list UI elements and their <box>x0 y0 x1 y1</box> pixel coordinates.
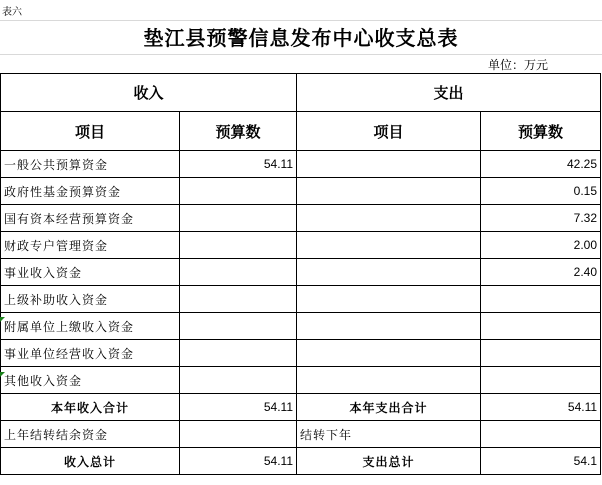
income-value-cell[interactable] <box>180 178 297 205</box>
table-row <box>1 367 601 394</box>
expense-value-cell[interactable]: 2.00 <box>481 232 601 259</box>
gridline <box>0 54 602 55</box>
carry-expense-value[interactable] <box>481 421 601 448</box>
expense-value-cell[interactable] <box>481 340 601 367</box>
expense-budget-header[interactable]: 预算数 <box>481 112 601 151</box>
expense-value-cell[interactable]: 2.40 <box>481 259 601 286</box>
income-item-cell[interactable]: 事业收入资金 <box>1 259 180 286</box>
carry-over-row <box>1 421 601 448</box>
grand-expense-total-value[interactable]: 54.1 <box>481 448 601 475</box>
grand-expense-total-label[interactable]: 支出总计 <box>297 448 481 475</box>
carry-income-label[interactable]: 上年结转结余资金 <box>1 421 180 448</box>
income-header[interactable]: 收入 <box>1 74 297 112</box>
income-value-cell[interactable]: 54.11 <box>180 151 297 178</box>
carry-expense-label[interactable]: 结转下年 <box>297 421 481 448</box>
table-row <box>1 313 601 340</box>
expense-value-cell[interactable] <box>481 286 601 313</box>
income-value-cell[interactable] <box>180 313 297 340</box>
income-value-cell[interactable] <box>180 340 297 367</box>
table-row <box>1 205 601 232</box>
expense-header[interactable]: 支出 <box>297 74 601 112</box>
year-expense-total-label[interactable]: 本年支出合计 <box>297 394 481 421</box>
income-item-cell[interactable]: 政府性基金预算资金 <box>1 178 180 205</box>
expense-item-cell[interactable] <box>297 205 481 232</box>
income-item-cell[interactable]: 财政专户管理资金 <box>1 232 180 259</box>
column-header-row <box>1 112 601 151</box>
expense-item-cell[interactable] <box>297 367 481 394</box>
year-income-total-value[interactable]: 54.11 <box>180 394 297 421</box>
unit-label: 单位：万元 <box>487 58 548 72</box>
gridline <box>0 20 602 21</box>
income-item-cell[interactable]: 上级补助收入资金 <box>1 286 180 313</box>
table-row <box>1 178 601 205</box>
table-number-label: 表六 <box>2 7 22 18</box>
income-value-cell[interactable] <box>180 259 297 286</box>
expense-value-cell[interactable] <box>481 367 601 394</box>
error-marker-icon <box>0 372 5 377</box>
expense-value-cell[interactable] <box>481 313 601 340</box>
table-row <box>1 340 601 367</box>
income-item-cell[interactable]: 国有资本经营预算资金 <box>1 205 180 232</box>
year-total-row <box>1 394 601 421</box>
table-row <box>1 151 601 178</box>
table-row <box>1 259 601 286</box>
income-item-header[interactable]: 项目 <box>1 112 180 151</box>
expense-value-cell[interactable]: 42.25 <box>481 151 601 178</box>
income-budget-header[interactable]: 预算数 <box>180 112 297 151</box>
expense-item-cell[interactable] <box>297 151 481 178</box>
page-title: 垫江县预警信息发布中心收支总表 <box>143 26 459 50</box>
grand-income-total-value[interactable]: 54.11 <box>180 448 297 475</box>
year-expense-total-value[interactable]: 54.11 <box>481 394 601 421</box>
expense-value-cell[interactable]: 0.15 <box>481 178 601 205</box>
table-row <box>1 232 601 259</box>
expense-item-cell[interactable] <box>297 340 481 367</box>
income-value-cell[interactable] <box>180 232 297 259</box>
expense-item-header[interactable]: 项目 <box>297 112 481 151</box>
income-item-cell[interactable]: 一般公共预算资金 <box>1 151 180 178</box>
expense-item-cell[interactable] <box>297 232 481 259</box>
grand-total-row <box>1 448 601 475</box>
section-header-row <box>1 74 601 112</box>
year-income-total-label[interactable]: 本年收入合计 <box>1 394 180 421</box>
expense-item-cell[interactable] <box>297 313 481 340</box>
income-value-cell[interactable] <box>180 367 297 394</box>
income-value-cell[interactable] <box>180 286 297 313</box>
expense-value-cell[interactable]: 7.32 <box>481 205 601 232</box>
error-marker-icon <box>0 317 5 322</box>
expense-item-cell[interactable] <box>297 178 481 205</box>
budget-table <box>0 73 601 475</box>
carry-income-value[interactable] <box>180 421 297 448</box>
income-item-cell[interactable]: 其他收入资金 <box>1 367 180 394</box>
expense-item-cell[interactable] <box>297 259 481 286</box>
table-row <box>1 286 601 313</box>
income-value-cell[interactable] <box>180 205 297 232</box>
grand-income-total-label[interactable]: 收入总计 <box>1 448 180 475</box>
income-item-cell[interactable]: 事业单位经营收入资金 <box>1 340 180 367</box>
income-item-cell[interactable]: 附属单位上缴收入资金 <box>1 313 180 340</box>
expense-item-cell[interactable] <box>297 286 481 313</box>
